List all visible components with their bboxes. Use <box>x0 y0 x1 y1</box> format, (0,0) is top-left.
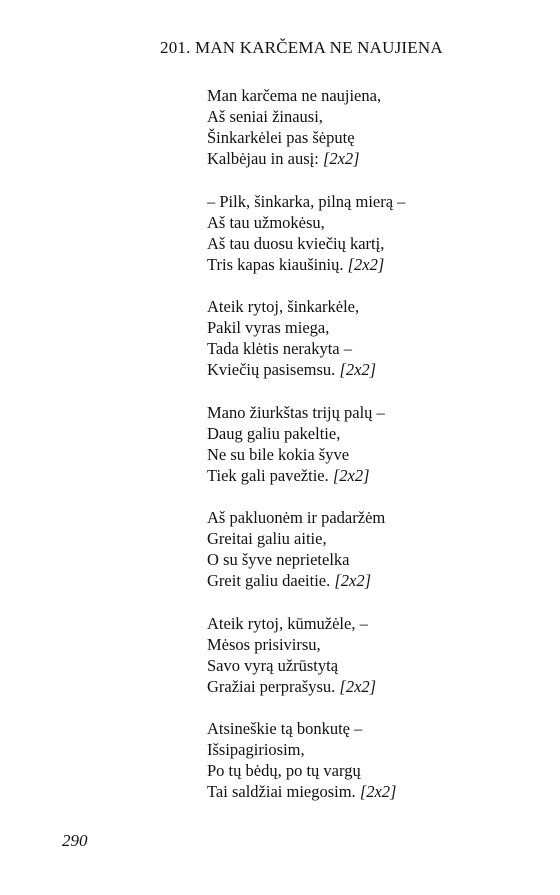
stanza <box>207 507 405 591</box>
verse-line <box>207 444 405 465</box>
verse-text: Greit galiu daeitie. <box>207 571 335 590</box>
verse-text: Ne su bile kokia šyve <box>207 444 350 464</box>
refrain-mark: [2x2] <box>334 571 372 590</box>
verse-line <box>207 191 405 212</box>
stanza <box>207 613 405 697</box>
stanza <box>207 402 405 486</box>
page-number: 290 <box>62 831 88 850</box>
verse-line <box>207 570 405 591</box>
verse-line <box>207 106 405 127</box>
verse-text: Gražiai perprašysu. <box>207 676 340 696</box>
verse-text: – Pilk, šinkarka, pilną mierą – <box>207 191 406 211</box>
verse-line <box>207 760 405 781</box>
verse-line <box>207 613 405 634</box>
poem <box>207 85 405 824</box>
verse-text: Kviečių pasisemsu. <box>207 360 340 379</box>
verse-text: Tris kapas kiaušinių. <box>207 254 348 274</box>
refrain-mark: [2x2] <box>347 254 385 274</box>
verse-text: Aš tau duosu kviečių kartį, <box>207 233 385 253</box>
refrain-mark: [2x2] <box>339 360 377 379</box>
verse-line <box>207 127 405 148</box>
verse-line <box>207 296 405 317</box>
stanza <box>207 296 405 380</box>
verse-text: Tiek gali pavežtie. <box>207 465 333 485</box>
verse-line <box>207 781 405 802</box>
refrain-mark: [2x2] <box>332 465 370 485</box>
verse-line <box>207 338 405 359</box>
verse-text: Pakil vyras miega, <box>207 318 330 337</box>
refrain-mark: [2x2] <box>322 149 360 168</box>
verse-line <box>207 148 405 169</box>
refrain-mark: [2x2] <box>339 676 377 696</box>
verse-text: Savo vyrą užrūstytą <box>207 655 339 675</box>
verse-text: Šinkarkėlei pas šėputę <box>207 128 355 147</box>
verse-text: Aš pakluonėm ir padaržėm <box>207 508 386 527</box>
verse-line <box>207 423 405 444</box>
verse-text: Išsipagiriosim, <box>207 740 305 759</box>
verse-line <box>207 739 405 760</box>
stanza <box>207 718 405 802</box>
verse-text: Daug galiu pakeltie, <box>207 423 341 443</box>
verse-text: Tada klėtis nerakyta – <box>207 339 352 358</box>
verse-line <box>207 359 405 380</box>
verse-text: Kalbėjau in ausį: <box>207 149 323 168</box>
verse-line <box>207 317 405 338</box>
verse-text: Po tų bėdų, po tų vargų <box>207 761 361 780</box>
verse-line <box>207 212 405 233</box>
verse-line <box>207 465 405 486</box>
stanza <box>207 191 405 275</box>
page-title: 201. MAN KARČEMA NE NAUJIENA <box>160 38 443 57</box>
verse-line <box>207 402 405 423</box>
verse-line <box>207 254 405 275</box>
verse-text: Man karčema ne naujiena, <box>207 86 382 105</box>
verse-line <box>207 718 405 739</box>
verse-text: Greitai galiu aitie, <box>207 529 327 548</box>
verse-text: Atsineškie tą bonkutę – <box>207 719 363 738</box>
verse-text: Ateik rytoj, kūmužėle, – <box>207 613 368 633</box>
verse-line <box>207 634 405 655</box>
verse-text: Aš tau užmokėsu, <box>207 212 325 232</box>
verse-text: Tai saldžiai miegosim. <box>207 782 360 801</box>
verse-line <box>207 507 405 528</box>
verse-line <box>207 655 405 676</box>
verse-text: Mėsos prisivirsu, <box>207 634 321 654</box>
verse-line <box>207 85 405 106</box>
verse-line <box>207 676 405 697</box>
verse-line <box>207 549 405 570</box>
refrain-mark: [2x2] <box>359 782 397 801</box>
stanza <box>207 85 405 169</box>
verse-line <box>207 528 405 549</box>
verse-line <box>207 233 405 254</box>
verse-text: Ateik rytoj, šinkarkėle, <box>207 297 360 316</box>
verse-text: Mano žiurkštas trijų palų – <box>207 402 385 422</box>
verse-text: O su šyve neprietelka <box>207 550 350 569</box>
verse-text: Aš seniai žinausi, <box>207 107 323 126</box>
